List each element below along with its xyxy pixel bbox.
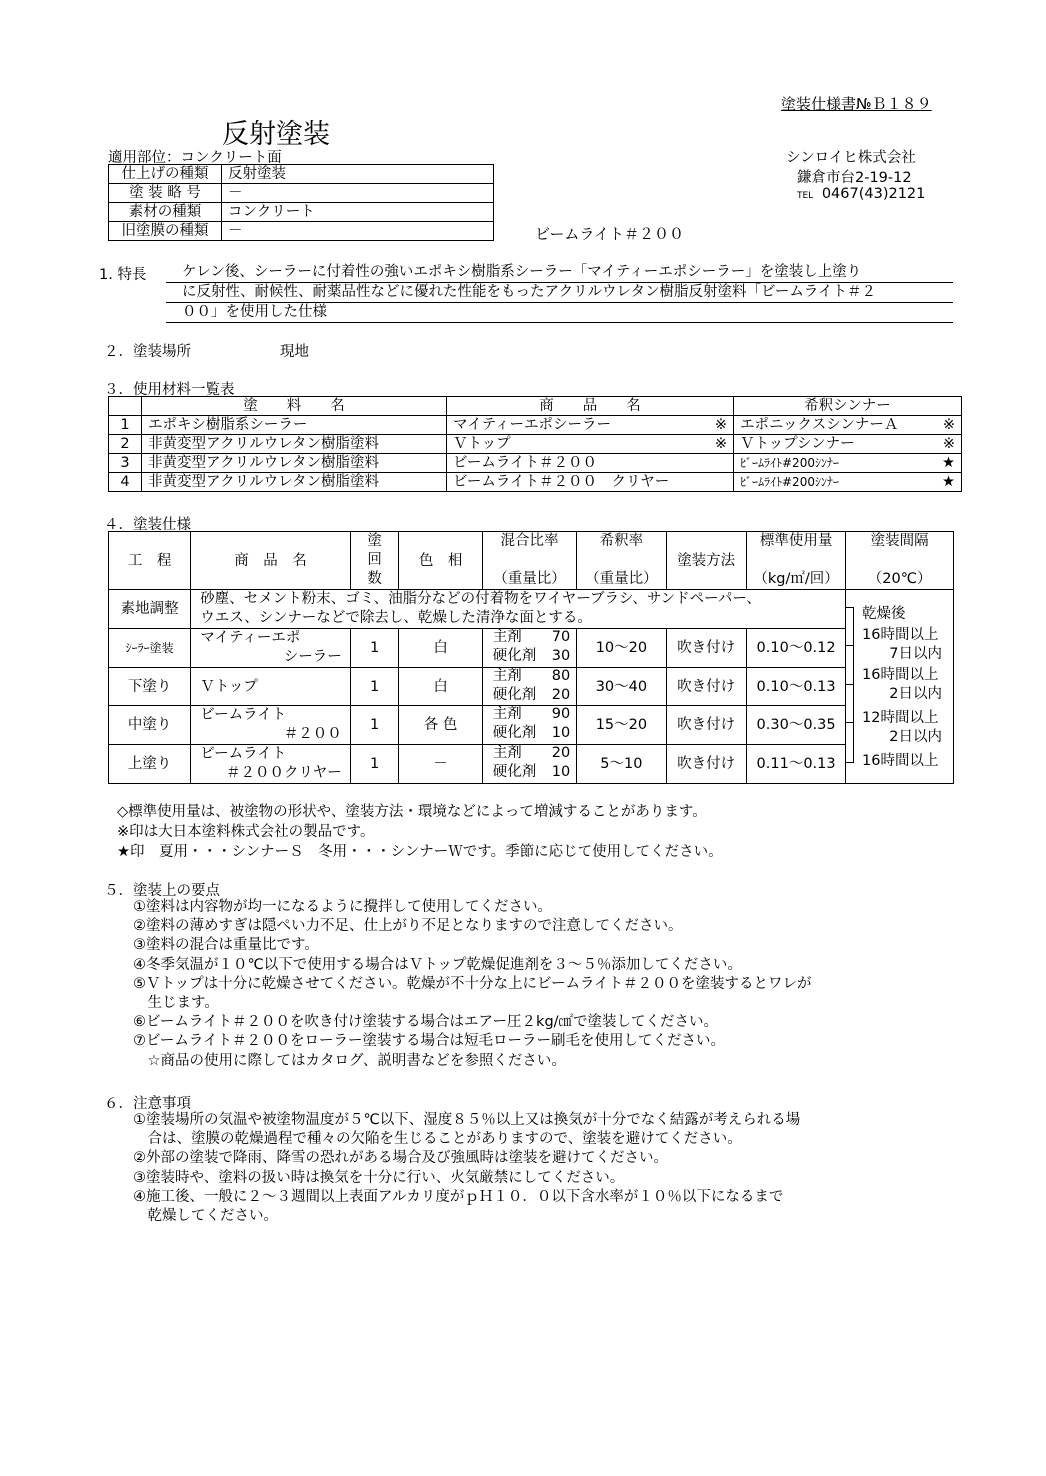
point-line: ④冬季気温が１０℃以下で使用する場合はＶトップ乾燥促進剤を３〜５％添加してください。 xyxy=(133,956,742,973)
header-method: 塗装方法 xyxy=(666,532,746,590)
usage-cell: 0.10〜0.12 xyxy=(746,629,846,668)
row-number: 3 xyxy=(109,454,142,473)
section1-line: ００」を使用した仕様 xyxy=(166,303,953,323)
interval-tick xyxy=(846,722,853,723)
row-number: 4 xyxy=(109,473,142,492)
mix-cell: 主剤 80 硬化剤 20 xyxy=(482,668,576,706)
thinner-mark: ※ xyxy=(942,436,955,452)
coats-cell: 1 xyxy=(350,668,399,706)
point-line: ⑦ビームライト＃２００をローラー塗装する場合は短毛ローラー刷毛を使用してください。 xyxy=(133,1033,725,1050)
company-name: シンロイヒ株式会社 xyxy=(786,150,916,166)
page-title: 反射塗装 xyxy=(222,119,330,150)
info-value: － xyxy=(222,184,494,203)
materials-table xyxy=(108,396,962,492)
process-cell: 中塗り xyxy=(109,706,191,745)
interval-tick xyxy=(846,607,853,608)
coats-cell: 1 xyxy=(350,706,399,745)
header-mix: 混合比率 （重量比） xyxy=(482,532,576,590)
header-dilution: 希釈率 （重量比） xyxy=(577,532,666,590)
product-name: ビームライト＃２００ xyxy=(535,225,684,243)
notes-block xyxy=(117,802,723,862)
header-color: 色 相 xyxy=(399,532,482,590)
interval-text: 12時間以上 2日以内 xyxy=(862,710,942,745)
info-value: － xyxy=(222,222,494,241)
section2-value: 現地 xyxy=(280,344,309,360)
dilution-cell: 5〜10 xyxy=(577,745,666,784)
thinner-cell: エポニックスシンナーＡ xyxy=(740,417,899,433)
section1-body xyxy=(166,263,953,323)
col-header: 商 品 名 xyxy=(447,397,734,416)
color-cell: 白 xyxy=(399,629,482,668)
mix-cell: 主剤 70 硬化剤 30 xyxy=(482,629,576,668)
tel-number: 0467(43)2121 xyxy=(821,186,926,202)
section6-heading: ６．注意事項 xyxy=(104,1096,191,1112)
caution-line: 乾燥してください。 xyxy=(133,1208,278,1225)
table-row xyxy=(109,435,962,454)
interval-text: 16時間以上 xyxy=(862,753,939,769)
point-line: ①塗料は内容物が均一になるように攪拌して使用してください。 xyxy=(133,899,552,915)
info-key: 塗 装 略 号 xyxy=(109,184,222,203)
mix-cell: 主剤 20 硬化剤 10 xyxy=(482,745,576,784)
header-process: 工 程 xyxy=(109,532,191,590)
thinner-mark: ★ xyxy=(942,455,955,471)
paint-type: エポキシ樹脂系シーラー xyxy=(142,416,447,435)
section5-body xyxy=(133,898,812,1071)
paint-type: 非黄変型アクリルウレタン樹脂塗料 xyxy=(142,435,447,454)
table-row xyxy=(109,668,954,706)
process-cell: 素地調整 xyxy=(109,590,191,629)
method-cell: 吹き付け xyxy=(666,668,746,706)
header-interval: 塗装間隔 （20℃） xyxy=(846,532,954,590)
point-line: ⑥ビームライト＃２００を吹き付け塗装する場合はエアー圧２kg/㎠で塗装してください。 xyxy=(133,1014,719,1031)
section1-heading: 1. 特長 xyxy=(99,267,147,283)
col-header: 塗 料 名 xyxy=(142,397,447,416)
section3-heading: ３．使用材料一覧表 xyxy=(104,382,235,398)
section6-body xyxy=(133,1111,800,1226)
interval-text: 16時間以上 2日以内 xyxy=(862,667,942,702)
section4-heading: ４．塗装仕様 xyxy=(104,517,191,533)
info-key: 旧塗膜の種類 xyxy=(109,222,222,241)
header-product: 商 品 名 xyxy=(191,532,350,590)
interval-tick xyxy=(846,684,853,685)
table-row xyxy=(109,629,954,668)
prep-description: 砂塵、セメント粉末、ゴミ、油脂分などの付着物をワイヤーブラシ、サンドペーパー、 ウエス、シンナーなどで除去し、乾燥した清浄な面とする。 xyxy=(191,590,846,629)
spec-number: 塗装仕様書№Ｂ１８９ xyxy=(781,95,932,113)
row-number: 1 xyxy=(109,416,142,435)
dilution-cell: 10〜20 xyxy=(577,629,666,668)
note-line: ◇標準使用量は、被塗物の形状や、塗装方法・環境などによって増減することがあります。 xyxy=(117,804,707,820)
dilution-cell: 15〜20 xyxy=(577,706,666,745)
process-cell: ｼｰﾗｰ塗装 xyxy=(109,629,191,668)
section2-heading: ２．塗装場所 xyxy=(104,344,191,360)
info-value: 反射塗装 xyxy=(222,165,494,184)
method-cell: 吹き付け xyxy=(666,706,746,745)
product-cell: ビームライト＃２００ クリヤー xyxy=(453,474,670,490)
thinner-cell: ﾋﾞｰﾑﾗｲﾄ#200ｼﾝﾅｰ xyxy=(740,456,839,470)
spec-table xyxy=(108,531,954,784)
product-cell: マイティーエポシーラー xyxy=(453,417,612,433)
header-coats: 塗 回 数 xyxy=(350,532,399,590)
interval-tick xyxy=(846,645,853,646)
note-line: ※印は大日本塗料株式会社の製品です。 xyxy=(117,824,375,840)
table-row xyxy=(109,706,954,745)
product-cell: ビームライト＃２００ xyxy=(453,455,597,471)
paint-type: 非黄変型アクリルウレタン樹脂塗料 xyxy=(142,454,447,473)
point-line: 生じます。 xyxy=(133,995,219,1012)
note-line: ★印 夏用・・・シンナーＳ 冬用・・・シンナーＷです。季節に応じて使用してください。 xyxy=(117,844,723,860)
method-cell: 吹き付け xyxy=(666,745,746,784)
paint-type: 非黄変型アクリルウレタン樹脂塗料 xyxy=(142,473,447,492)
company-address: 鎌倉市台2-19-12 xyxy=(797,170,912,186)
caution-line: ②外部の塗装で降雨、降雪の恐れがある場合及び強風時は塗装を避けてください。 xyxy=(133,1150,668,1167)
usage-cell: 0.10〜0.13 xyxy=(746,668,846,706)
thinner-cell: Ｖトップシンナー xyxy=(740,436,855,452)
caution-line: 合は、塗膜の乾燥過程で種々の欠陥を生じることがありますので、塗装を避けてください。 xyxy=(133,1131,742,1148)
product-cell: Ｖトップ xyxy=(191,668,350,706)
thinner-mark: ★ xyxy=(942,474,955,490)
interval-tick xyxy=(846,762,853,763)
product-cell: ビームライト ＃２００ xyxy=(191,706,350,745)
point-line: ☆商品の使用に際してはカタログ、説明書などを参照ください。 xyxy=(133,1052,566,1069)
table-row xyxy=(109,454,962,473)
usage-cell: 0.30〜0.35 xyxy=(746,706,846,745)
interval-text: 16時間以上 7日以内 xyxy=(862,627,942,662)
usage-cell: 0.11〜0.13 xyxy=(746,745,846,784)
info-value: コンクリート xyxy=(222,203,494,222)
coats-cell: 1 xyxy=(350,629,399,668)
mix-cell: 主剤 90 硬化剤 10 xyxy=(482,706,576,745)
process-cell: 上塗り xyxy=(109,745,191,784)
section5-heading: ５．塗装上の要点 xyxy=(104,883,220,899)
process-cell: 下塗り xyxy=(109,668,191,706)
method-cell: 吹き付け xyxy=(666,629,746,668)
company-tel xyxy=(797,186,925,202)
dilution-cell: 30〜40 xyxy=(577,668,666,706)
table-row xyxy=(109,745,954,784)
product-mark: ※ xyxy=(714,417,727,433)
product-mark: ※ xyxy=(714,436,727,452)
section1-line: ケレン後、シーラーに付着性の強いエポキシ樹脂系シーラー「マイティーエポシーラー」を塗装し上塗り xyxy=(166,263,953,283)
info-key: 素材の種類 xyxy=(109,203,222,222)
row-number: 2 xyxy=(109,435,142,454)
product-cell: マイティーエポ シーラー xyxy=(191,629,350,668)
section1-line: に反射性、耐候性、耐薬品性などに優れた性能をもったアクリルウレタン樹脂反射塗料「ビームライト＃２ xyxy=(166,283,953,303)
caution-line: ③塗装時や、塗料の扱い時は換気を十分に行い、火気厳禁にしてください。 xyxy=(133,1169,625,1186)
thinner-cell: ﾋﾞｰﾑﾗｲﾄ#200ｼﾝﾅｰ xyxy=(740,475,839,489)
info-key: 仕上げの種類 xyxy=(109,165,222,184)
point-line: ⑤Ｖトップは十分に乾燥させてください。乾燥が不十分な上にビームライト＃２００を塗装するとワレが xyxy=(133,975,812,992)
point-line: ③塗料の混合は重量比です。 xyxy=(133,937,319,954)
application-site: 適用部位：コンクリート面 xyxy=(108,150,282,166)
caution-line: ④施工後、一般に２〜３週間以上表面アルカリ度がｐＨ１０．０以下含水率が１０％以下になるまで xyxy=(133,1188,784,1205)
product-cell: ビームライト ＃２００クリヤー xyxy=(191,745,350,784)
table-row xyxy=(109,416,962,435)
color-cell: 各 色 xyxy=(399,706,482,745)
product-cell: Ｖトップ xyxy=(453,436,511,452)
header-usage: 標準使用量 （kg/㎡/回） xyxy=(746,532,846,590)
table-row xyxy=(109,473,962,492)
point-line: ②塗料の薄めすぎは隠ぺい力不足、仕上がり不足となりますので注意してください。 xyxy=(133,918,683,935)
col-header: 希釈シンナー xyxy=(734,397,962,416)
info-table xyxy=(108,164,494,241)
prep-row xyxy=(109,590,954,629)
coats-cell: 1 xyxy=(350,745,399,784)
tel-label: TEL xyxy=(797,191,814,201)
caution-line: ①塗装場所の気温や被塗物温度が５℃以下、湿度８５％以上又は換気が十分でなく結露が考えられる場 xyxy=(133,1112,801,1128)
color-cell: － xyxy=(399,745,482,784)
color-cell: 白 xyxy=(399,668,482,706)
interval-bracket xyxy=(853,607,854,763)
thinner-mark: ※ xyxy=(942,417,955,433)
interval-text: 乾燥後 xyxy=(862,606,906,622)
